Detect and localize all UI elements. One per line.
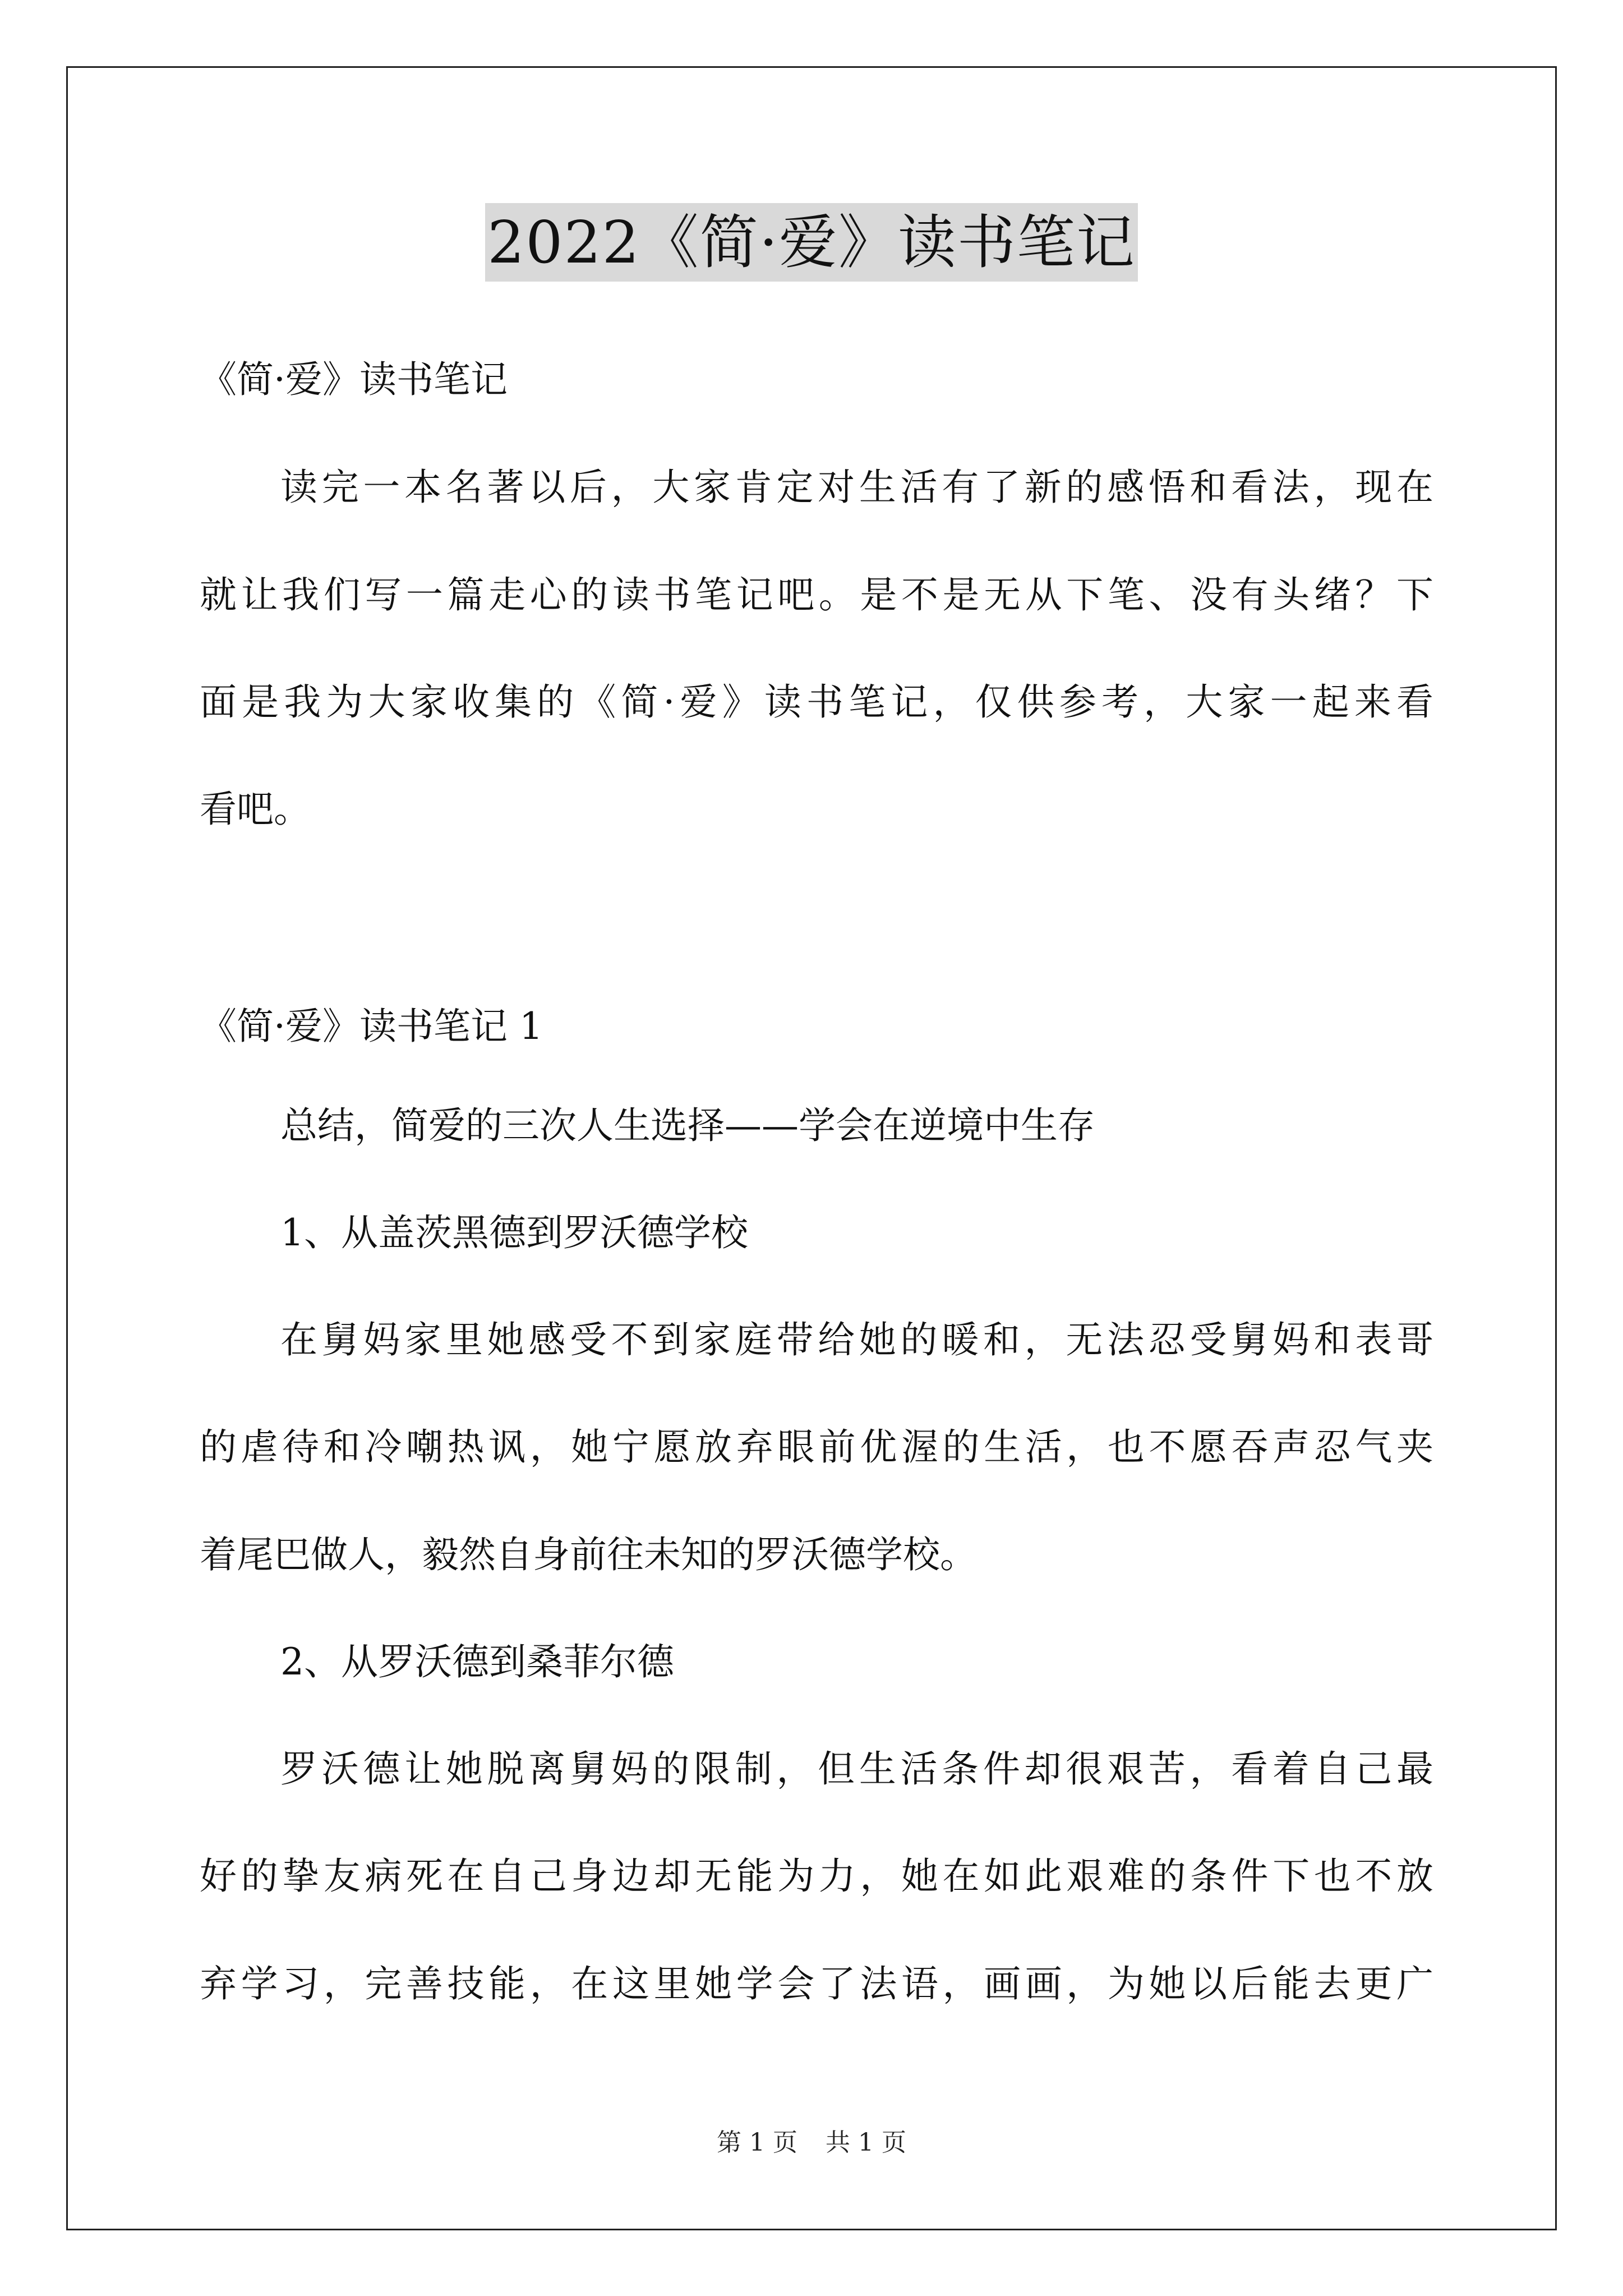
- page-total: 共 1 页: [826, 2128, 906, 2157]
- item2-heading: 2、从罗沃德到桑菲尔德: [280, 1640, 674, 1683]
- item2-text-line: 好的挚友病死在自己身边却无能为力，她在如此艰难的条件下也不放: [200, 1855, 1433, 1898]
- intro-line: 读完一本名著以后，大家肯定对生活有了新的感悟和看法，现在: [280, 466, 1433, 509]
- page-number: 第 1 页: [717, 2128, 797, 2157]
- section-heading: 《简·爱》读书笔记 1: [200, 1005, 543, 1048]
- item1-heading: 1、从盖茨黑德到罗沃德学校: [280, 1211, 748, 1254]
- intro-line: 看吧。: [200, 788, 311, 831]
- intro-line: 就让我们写一篇走心的读书笔记吧。是不是无从下笔、没有头绪？下: [200, 573, 1433, 616]
- page-footer: [0, 2126, 1623, 2160]
- item1-text-line: 在舅妈家里她感受不到家庭带给她的暖和，无法忍受舅妈和表哥: [280, 1318, 1433, 1361]
- item1-text-line: 着尾巴做人，毅然自身前往未知的罗沃德学校。: [200, 1533, 977, 1576]
- subtitle: 《简·爱》读书笔记: [200, 358, 508, 401]
- item2-text-line: 弃学习，完善技能，在这里她学会了法语，画画，为她以后能去更广: [200, 1962, 1433, 2005]
- item2-text-line: 罗沃德让她脱离舅妈的限制，但生活条件却很艰苦，看着自己最: [280, 1747, 1433, 1791]
- document-title: 2022《简·爱》读书笔记: [485, 203, 1138, 282]
- title-container: [0, 203, 1623, 282]
- item1-text-line: 的虐待和冷嘲热讽，她宁愿放弃眼前优渥的生活，也不愿吞声忍气夹: [200, 1425, 1433, 1469]
- summary-line: 总结，简爱的三次人生选择——学会在逆境中生存: [280, 1104, 1095, 1147]
- intro-line: 面是我为大家收集的《简·爱》读书笔记，仅供参考，大家一起来看: [200, 680, 1433, 724]
